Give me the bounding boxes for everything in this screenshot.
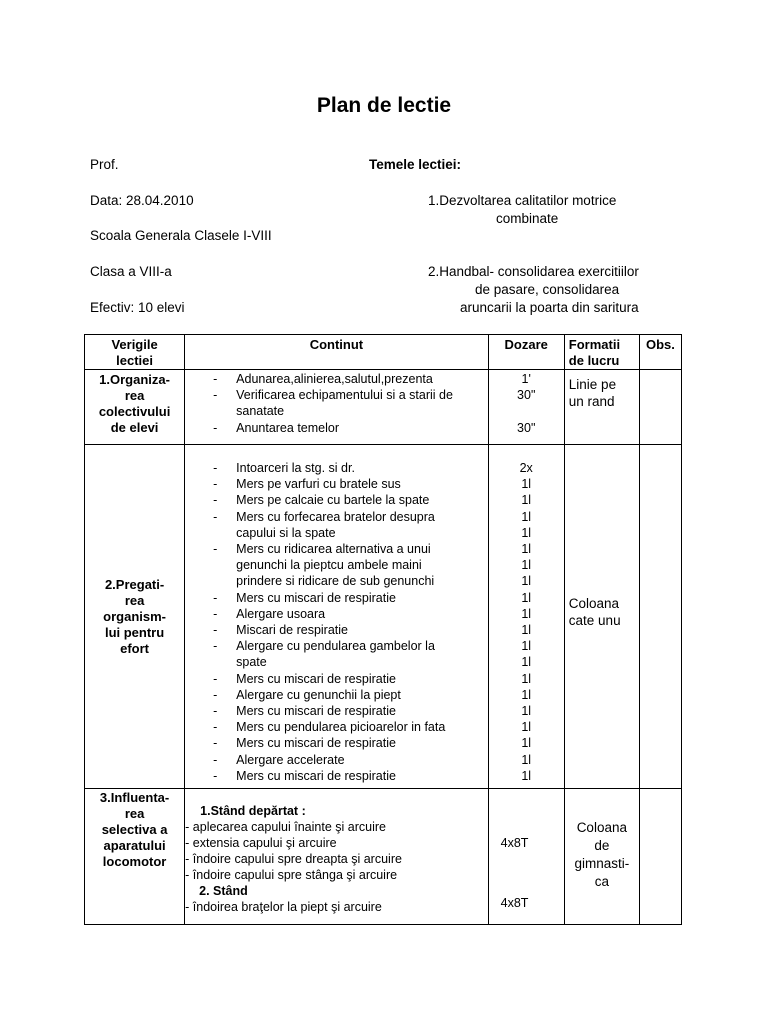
dosage-value: 30": [517, 388, 536, 403]
item-text: spate: [236, 655, 267, 670]
table-header-row: [85, 335, 682, 370]
dosage-value: 1l: [521, 542, 532, 557]
header-dozare: Dozare: [488, 335, 564, 370]
themes-title: Temele lectiei:: [369, 157, 462, 172]
theme-2-line-3: aruncarii la poarta din saritura: [460, 300, 639, 315]
list-item: - Mers cu ridicarea alternativa a unui: [213, 542, 431, 557]
header-verigile-line: lectiei: [116, 353, 153, 368]
list-item: - Mers cu miscari de respiratie: [213, 736, 396, 751]
list-item: - Mers cu miscari de respiratie: [213, 671, 396, 686]
dosage-value: 1l: [521, 574, 532, 589]
item-text: Mers cu miscari de respiratie: [236, 736, 396, 751]
stage-line: organism-: [103, 608, 166, 624]
list-item: - Mers cu miscari de respiratie: [213, 768, 396, 783]
subheading: 2. Stând: [199, 884, 248, 898]
header-verigile-line: Verigile: [111, 337, 158, 352]
dosage-value: 1l: [521, 525, 532, 540]
formation-line: de: [594, 838, 610, 853]
stage-line: efort: [120, 640, 150, 656]
list-item: - aplecarea capului înainte şi arcuire: [185, 820, 386, 834]
item-text: Mers cu pendularea picioarelor in fata: [236, 720, 446, 735]
dosage-value: 1l: [521, 655, 532, 670]
item-text: Mers cu miscari de respiratie: [236, 768, 396, 783]
item-text: genunchi la pieptcu ambele maini: [236, 558, 422, 573]
formation-cell: [564, 370, 639, 445]
dosage-value: 1l: [521, 493, 532, 508]
list-item: - Alergare accelerate: [213, 752, 345, 767]
table-row: [85, 445, 682, 789]
formation-line: gimnasti-: [574, 856, 630, 871]
dosage-value: 1l: [521, 752, 532, 767]
list-item: - Mers pe calcaie cu bartele la spate: [213, 493, 430, 508]
item-text: capului si la spate: [236, 525, 336, 540]
list-item: - Anuntarea temelor: [213, 420, 339, 435]
dosage-value: 1l: [521, 639, 532, 654]
dosage-value: 1l: [521, 590, 532, 605]
item-text: Mers cu miscari de respiratie: [236, 704, 396, 719]
content-cell: [185, 370, 489, 445]
stage-line: 1.Organiza-: [99, 372, 170, 387]
obs-cell: [639, 445, 681, 789]
obs-cell: [639, 370, 681, 445]
stage-line: aparatului: [103, 838, 166, 853]
item-text: Mers cu miscari de respiratie: [236, 590, 396, 605]
stage-cell: [85, 370, 185, 445]
dosage-cell: [488, 370, 564, 445]
class-label: Clasa a VIII-a: [90, 264, 172, 279]
dosage-value: 1l: [521, 736, 532, 751]
list-item: - Alergare cu pendularea gambelor la: [213, 639, 435, 654]
list-item: - Mers cu miscari de respiratie: [213, 590, 396, 605]
header-formatii-line: de lucru: [568, 353, 620, 368]
item-text: Mers cu miscari de respiratie: [236, 671, 396, 686]
dosage-cell: [488, 445, 564, 789]
dosage-value: 1l: [521, 768, 532, 783]
list-item: - Miscari de respiratie: [213, 623, 348, 638]
stage-line: colectivului: [98, 404, 171, 419]
list-item: - Mers pe varfuri cu bratele sus: [213, 477, 401, 492]
stage-line: 3.Influenta-: [99, 790, 170, 805]
dosage-value: 1l: [521, 720, 532, 735]
theme-1-line-2: combinate: [496, 211, 559, 226]
formation-line: un rand: [568, 394, 615, 409]
item-text: Verificarea echipamentului si a starii de: [236, 388, 453, 403]
item-text: Intoarceri la stg. si dr.: [236, 461, 355, 475]
dosage-value: 1l: [521, 558, 532, 573]
list-item: - Mers cu forfecarea bratelor desupra: [213, 509, 435, 524]
obs-cell: [639, 789, 681, 925]
item-text: Alergare cu genunchii la piept: [236, 687, 401, 702]
stage-line: lui pentru: [104, 624, 165, 640]
item-text: Mers cu forfecarea bratelor desupra: [236, 509, 435, 524]
stage-line: rea: [124, 592, 145, 608]
students-label: Efectiv: 10 elevi: [90, 300, 185, 315]
list-item: - Alergare cu genunchii la piept: [213, 687, 401, 702]
dosage-value: 1l: [521, 687, 532, 702]
header-obs: Obs.: [639, 335, 681, 370]
list-item: [185, 525, 488, 541]
content-cell: [185, 445, 489, 789]
list-item: - Mers cu pendularea picioarelor in fata: [213, 720, 446, 735]
dosage-value: 1l: [521, 477, 532, 492]
table-row: [85, 789, 682, 925]
dosage-value: 1l: [521, 623, 532, 638]
item-text: Adunarea,alinierea,salutul,prezenta: [236, 372, 433, 386]
dosage-value: 1l: [521, 671, 532, 686]
dosage-value: 4x8T: [500, 896, 529, 910]
header-formatii-line: Formatii: [568, 337, 621, 352]
stage-line: locomotor: [102, 854, 167, 869]
theme-1-line-1: 1.Dezvoltarea calitatilor motrice: [428, 193, 617, 208]
dosage-value: 1': [521, 372, 531, 386]
page-title: Plan de lectie: [316, 94, 452, 117]
item-text: sanatate: [236, 404, 285, 419]
formation-line: cate unu: [568, 612, 621, 628]
header-verigile: [85, 335, 185, 370]
list-item: - îndoirea braţelor la piept şi arcuire: [185, 900, 382, 914]
list-item: - Adunarea,alinierea,salutul,prezenta: [213, 372, 433, 386]
formation-line: Coloana: [568, 595, 620, 611]
item-text: Alergare usoara: [236, 606, 326, 621]
stage-line: rea: [124, 388, 145, 403]
list-item: - Verificarea echipamentului si a starii de: [213, 388, 453, 403]
lesson-plan-table: [84, 334, 682, 925]
list-item: - Mers cu miscari de respiratie: [213, 704, 396, 719]
theme-2-line-2: de pasare, consolidarea: [475, 282, 620, 297]
school-label: Scoala Generala Clasele I-VIII: [90, 228, 272, 243]
stage-line: selectiva a: [101, 822, 168, 837]
list-item: [185, 557, 488, 573]
theme-2-line-1: 2.Handbal- consolidarea exercitiilor: [428, 264, 639, 279]
list-item: [185, 573, 488, 589]
item-text: prindere si ridicare de sub genunchi: [236, 574, 435, 589]
dosage-value: 1l: [521, 704, 532, 719]
formation-cell: [564, 789, 639, 925]
item-text: Mers cu ridicarea alternativa a unui: [236, 542, 431, 557]
subheading: 1.Stând depărtat :: [200, 804, 306, 818]
item-text: Alergare accelerate: [236, 752, 345, 767]
stage-cell: [85, 445, 185, 789]
list-item: - îndoire capului spre stânga şi arcuire: [185, 868, 398, 882]
stage-line: de elevi: [110, 420, 159, 435]
item-text: Mers pe varfuri cu bratele sus: [236, 477, 401, 492]
item-text: Alergare cu pendularea gambelor la: [236, 639, 435, 654]
dosage-value: 4x8T: [500, 836, 529, 850]
stage-line: rea: [124, 806, 145, 821]
content-cell: [185, 789, 489, 925]
dosage-value: 30": [517, 420, 536, 435]
list-item: [185, 654, 488, 670]
item-text: Miscari de respiratie: [236, 623, 348, 638]
dosage-cell: [488, 789, 564, 925]
formation-line: ca: [594, 874, 609, 889]
item-text: Mers pe calcaie cu bartele la spate: [236, 493, 430, 508]
header-formatii: [564, 335, 639, 370]
prof-label: Prof.: [90, 157, 119, 172]
dosage-value: 2x: [519, 461, 533, 475]
item-text: Anuntarea temelor: [236, 420, 339, 435]
list-item: - Alergare usoara: [213, 606, 326, 621]
list-item: - îndoire capului spre dreapta şi arcuire: [185, 852, 402, 866]
dosage-value: 1l: [521, 509, 532, 524]
dosage-value: [489, 403, 564, 419]
list-item: - Intoarceri la stg. si dr.: [213, 461, 355, 475]
stage-line: 2.Pregati-: [104, 576, 165, 592]
date-label: Data: 28.04.2010: [90, 193, 194, 208]
dosage-value: 1l: [521, 606, 532, 621]
stage-cell: [85, 789, 185, 925]
formation-line: Coloana: [576, 820, 627, 835]
formation-cell: [564, 445, 639, 789]
formation-line: Linie pe: [568, 377, 617, 392]
header-continut: Continut: [185, 335, 489, 370]
table-row: [85, 370, 682, 445]
list-item: [185, 403, 488, 419]
list-item: - extensia capului şi arcuire: [185, 836, 337, 850]
